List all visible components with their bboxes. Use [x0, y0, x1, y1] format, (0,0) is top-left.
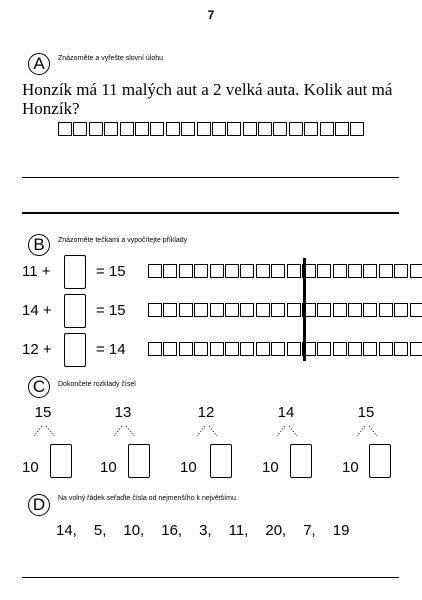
- decomposition-3-total: 12: [197, 404, 215, 421]
- decomposition-5-branches: [351, 424, 385, 442]
- equation-1-left: 11 +: [22, 263, 51, 280]
- section-a-task-text: Honzík má 11 malých aut a 2 velká auta. Kolik aut má Honzík?: [22, 80, 393, 118]
- decomposition-4-total: 14: [277, 404, 295, 421]
- counting-cell[interactable]: [194, 342, 208, 356]
- counting-cell[interactable]: [166, 122, 180, 136]
- counting-cell[interactable]: [363, 342, 377, 356]
- counting-cell[interactable]: [150, 122, 164, 136]
- counting-cell[interactable]: [194, 303, 208, 317]
- section-a-cell-strip[interactable]: [58, 122, 366, 136]
- counting-cell[interactable]: [410, 264, 422, 278]
- counting-cell[interactable]: [256, 342, 270, 356]
- equation-2-answer-box[interactable]: [64, 294, 86, 328]
- counting-cell[interactable]: [148, 342, 162, 356]
- counting-cell[interactable]: [89, 122, 103, 136]
- counting-cell[interactable]: [256, 264, 270, 278]
- counting-cell[interactable]: [135, 122, 149, 136]
- counting-cell[interactable]: [181, 122, 195, 136]
- section-b-letter: B: [28, 234, 50, 256]
- section-c-instruction: Dokončete rozklady čísel: [58, 381, 136, 388]
- counting-cell[interactable]: [148, 264, 162, 278]
- counting-cell[interactable]: [104, 122, 118, 136]
- counting-cell[interactable]: [179, 342, 193, 356]
- equation-3-right: = 14: [96, 341, 126, 358]
- number-item: 11,: [228, 522, 249, 539]
- counting-cell[interactable]: [273, 122, 287, 136]
- equation-1-right: = 15: [96, 263, 126, 280]
- counting-cell[interactable]: [335, 122, 349, 136]
- decomposition-1-left: 10: [22, 459, 39, 476]
- section-a-letter: A: [28, 53, 50, 75]
- counting-cell[interactable]: [348, 342, 362, 356]
- counting-cell[interactable]: [73, 122, 87, 136]
- decomposition-1-total: 15: [34, 404, 52, 421]
- counting-cell[interactable]: [320, 122, 334, 136]
- counting-cell[interactable]: [394, 303, 408, 317]
- number-item: 20,: [265, 522, 287, 539]
- counting-cell[interactable]: [163, 303, 177, 317]
- counting-cell[interactable]: [317, 342, 331, 356]
- decomposition-2-answer-box[interactable]: [128, 444, 150, 478]
- counting-cell[interactable]: [179, 264, 193, 278]
- counting-cell[interactable]: [333, 342, 347, 356]
- counting-cell[interactable]: [379, 342, 393, 356]
- counting-cell[interactable]: [394, 264, 408, 278]
- counting-cell[interactable]: [287, 303, 301, 317]
- counting-cell[interactable]: [243, 122, 257, 136]
- counting-cell[interactable]: [210, 303, 224, 317]
- counting-cell[interactable]: [271, 342, 285, 356]
- counting-cell[interactable]: [379, 303, 393, 317]
- counting-cell[interactable]: [348, 264, 362, 278]
- counting-cell[interactable]: [179, 303, 193, 317]
- ten-divider-bar: [303, 258, 306, 361]
- counting-cell[interactable]: [287, 264, 301, 278]
- counting-cell[interactable]: [304, 122, 318, 136]
- number-item: 5,: [93, 522, 107, 539]
- section-d-letter: D: [28, 494, 50, 516]
- counting-cell[interactable]: [225, 303, 239, 317]
- counting-cell[interactable]: [289, 122, 303, 136]
- number-item: 16,: [161, 522, 183, 539]
- equation-3-cell-strip[interactable]: [148, 342, 422, 356]
- number-item: 10,: [123, 522, 145, 539]
- counting-cell[interactable]: [317, 303, 331, 317]
- decomposition-2-left: 10: [100, 459, 117, 476]
- decomposition-5-answer-box[interactable]: [369, 444, 391, 478]
- decomposition-4-branches: [271, 424, 305, 442]
- equation-2-left: 14 +: [22, 302, 52, 319]
- number-item: 7,: [303, 522, 316, 539]
- counting-cell[interactable]: [240, 264, 254, 278]
- section-a-instruction: Znázorněte a vyřešte slovní úlohu: [58, 55, 164, 62]
- counting-cell[interactable]: [225, 342, 239, 356]
- equation-1-answer-box[interactable]: [64, 255, 86, 289]
- equation-3-left: 12 +: [22, 341, 52, 358]
- counting-cell[interactable]: [148, 303, 162, 317]
- counting-cell[interactable]: [194, 264, 208, 278]
- counting-cell[interactable]: [410, 342, 422, 356]
- counting-cell[interactable]: [225, 264, 239, 278]
- decomposition-5-total: 15: [357, 404, 375, 421]
- number-item: 14,: [56, 522, 77, 539]
- counting-cell[interactable]: [256, 303, 270, 317]
- decomposition-5-left: 10: [342, 459, 359, 476]
- counting-cell[interactable]: [394, 342, 408, 356]
- counting-cell[interactable]: [271, 264, 285, 278]
- counting-cell[interactable]: [287, 342, 301, 356]
- numbers-to-sort: [56, 522, 366, 539]
- sorting-answer-line[interactable]: [22, 577, 399, 578]
- equation-2-cell-strip[interactable]: [148, 303, 422, 317]
- section-c-letter: C: [28, 376, 50, 398]
- counting-cell[interactable]: [240, 342, 254, 356]
- decomposition-2-total: 13: [114, 404, 132, 421]
- counting-cell[interactable]: [227, 122, 241, 136]
- counting-cell[interactable]: [271, 303, 285, 317]
- section-b-instruction: Znázorněte tečkami a vypočítejte příklady: [58, 237, 188, 244]
- counting-cell[interactable]: [210, 342, 224, 356]
- counting-cell[interactable]: [317, 264, 331, 278]
- counting-cell[interactable]: [410, 303, 422, 317]
- decomposition-3-branches: [191, 424, 225, 442]
- counting-cell[interactable]: [333, 303, 347, 317]
- decomposition-1-answer-box[interactable]: [50, 444, 72, 478]
- counting-cell[interactable]: [258, 122, 272, 136]
- counting-cell[interactable]: [58, 122, 72, 136]
- decomposition-2-branches: [108, 424, 142, 442]
- counting-cell[interactable]: [163, 264, 177, 278]
- section-d-instruction: Na volný řádek seřaďte čísla od nejmenšího k největšímu.: [58, 495, 238, 502]
- counting-cell[interactable]: [212, 122, 226, 136]
- equation-2-right: = 15: [96, 302, 126, 319]
- decomposition-3-left: 10: [180, 459, 197, 476]
- counting-cell[interactable]: [350, 122, 364, 136]
- page-number: 7: [207, 8, 215, 22]
- equation-3-answer-box[interactable]: [64, 333, 86, 367]
- decomposition-4-left: 10: [262, 459, 279, 476]
- counting-cell[interactable]: [363, 264, 377, 278]
- decomposition-3-answer-box[interactable]: [210, 444, 232, 478]
- section-divider: [22, 212, 399, 214]
- answer-line[interactable]: [22, 177, 399, 178]
- equation-1-cell-strip[interactable]: [148, 264, 422, 278]
- number-item: 19: [332, 522, 350, 539]
- counting-cell[interactable]: [240, 303, 254, 317]
- counting-cell[interactable]: [120, 122, 134, 136]
- counting-cell[interactable]: [348, 303, 362, 317]
- counting-cell[interactable]: [197, 122, 211, 136]
- counting-cell[interactable]: [363, 303, 377, 317]
- decomposition-4-answer-box[interactable]: [290, 444, 312, 478]
- decomposition-1-branches: [28, 424, 62, 442]
- counting-cell[interactable]: [333, 264, 347, 278]
- number-item: 3,: [199, 522, 212, 539]
- counting-cell[interactable]: [163, 342, 177, 356]
- counting-cell[interactable]: [379, 264, 393, 278]
- counting-cell[interactable]: [210, 264, 224, 278]
